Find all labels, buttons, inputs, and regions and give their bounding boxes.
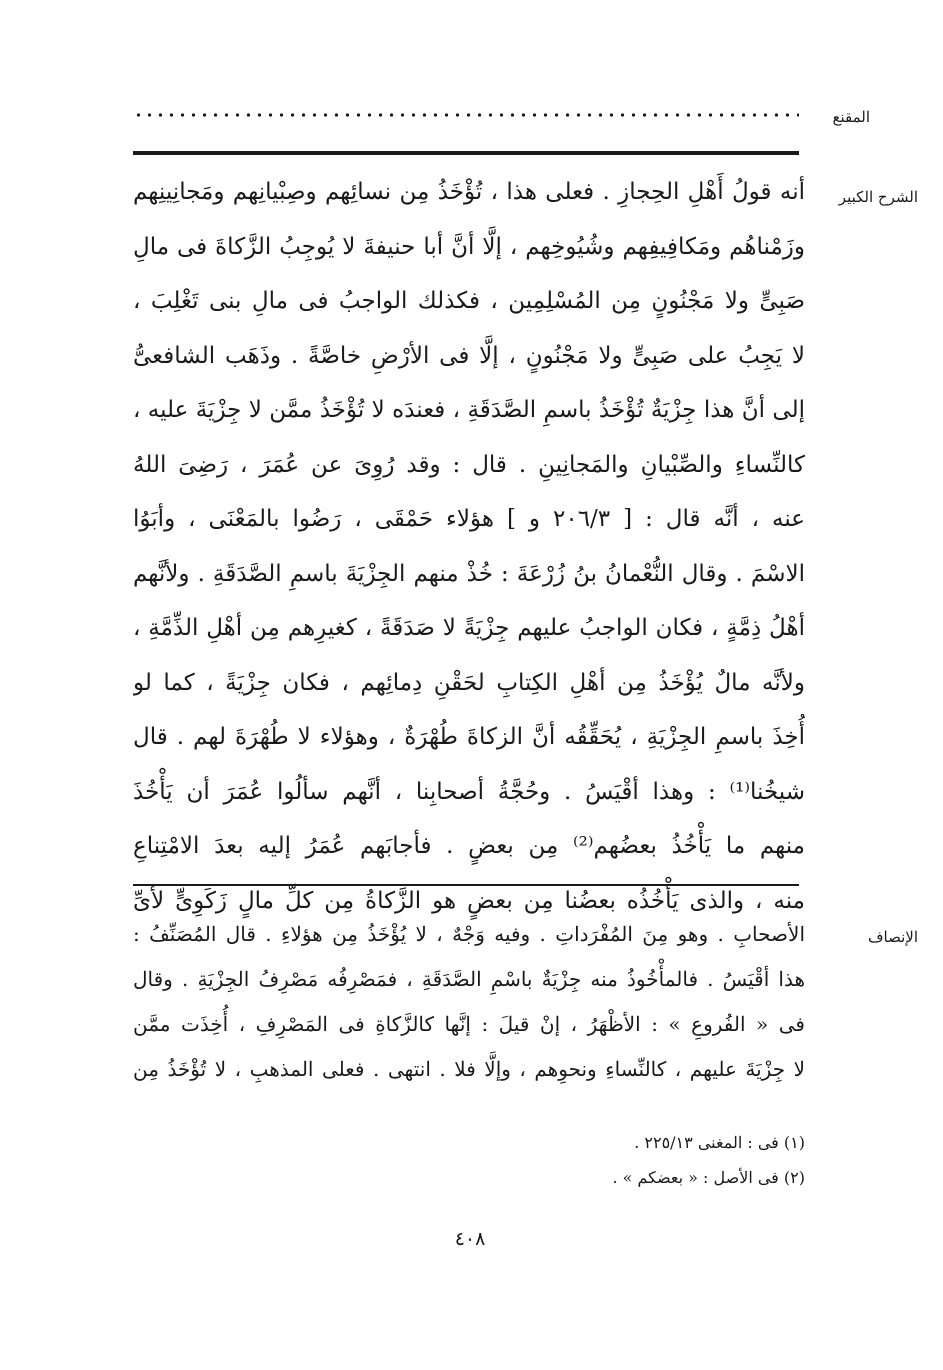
section-label-insaf: الإنصاف <box>867 928 918 946</box>
text-line: أنه قولُ أَهْلِ الحِجازِ . فعلى هذا ، تُؤْخَذُ مِن نسائِهم وصِبْيانِهم ومَجانِينِهم <box>133 179 805 205</box>
text-line: ولأنَّه مالٌ يُؤْخَذُ مِن أهْلِ الكِتابِ لحَقْنِ دِمائِهم ، فكان جِزْيَةً ، كما لو <box>133 669 805 696</box>
text-line: أهْلُ ذِمَّةٍ ، فكان الواجبُ عليهم جِزْيَةً لا صَدَقَةً ، كغيرِهم مِن أهْلِ الذِّمَّةِ ، <box>133 615 805 641</box>
text-line: صَبِىٍّ ولا مَجْنُونٍ مِن المُسْلِمِين ، فكذلك الواجبُ فى مالِ بنى تَغْلِبَ ، <box>133 288 805 314</box>
text-line: أُخِذَ باسمِ الجِزْيَةِ ، يُحَقِّقُه أنَّ الزكاةَ طُهْرَةٌ ، وهؤلاء لا طُهْرَةَ لهم . قال <box>133 724 805 750</box>
text-line: شيخُنا⁽¹⁾ : وهذا أقْيَسُ . وحُجَّةُ أصحابِنا ، أنَّهم سألُوا عُمَرَ أن يَأْخُذَ <box>133 778 805 805</box>
text-line: هذا أقْيَسُ . فالمأْخُوذُ منه جِزْيَةٌ باسْمِ الصَّدَقَةِ ، فمَصْرِفُه مَصْرِفُ الجِزْيَةِ . وقال <box>133 967 805 991</box>
text-line: لا جِزْيَةَ عليهم ، كالنِّساءِ ونحوِهم ، وإلَّا فلا . انتهى . فعلى المذهبِ ، لا تُؤْخَذُ مِن <box>133 1057 805 1081</box>
footnote: (١) فى : المغنى ٢٢٥/١٣ . <box>634 1133 805 1152</box>
text-line: منهم ما يَأْخُذُ بعضُهم⁽²⁾ مِن بعضٍ . فأجابَهم عُمَرُ إليه بعدَ الامْتِناعِ <box>133 833 805 859</box>
main-commentary-text <box>133 165 805 928</box>
text-line: الأصحابِ . وهو مِنَ المُفْرَداتِ . وفيه وَجْهٌ ، لا يُؤْخَذُ مِن هؤلاءِ . قال المُصَنِّفُ : <box>133 922 805 946</box>
header-dotted-leader <box>133 112 799 118</box>
section-label-sharh: الشرح الكبير <box>838 188 918 206</box>
text-line: لا يَجِبُ على صَبِىٍّ ولا مَجْنُونٍ ، إلَّا فى الأرْضِ خاصَّةً . وذَهَب الشافعىُّ <box>133 342 805 369</box>
text-line: فى « الفُروعِ » : الأظْهَرُ ، إنْ قيلَ : إنَّها كالزَّكاةِ فى المَصْرِفِ ، أُخِذَت ممَّن <box>133 1012 805 1036</box>
section-divider <box>133 884 799 886</box>
insaf-text <box>133 912 805 1092</box>
text-line: الاسْمَ . وقال النُّعْمانُ بنُ زُرْعَةَ : خُذْ منهم الجِزْيَةَ باسمِ الصَّدَقَةِ . ولأنَّهم <box>133 560 805 587</box>
page-number: ٤٠٨ <box>454 1228 486 1250</box>
text-line: عنه ، أنَّه قال : [ ٢٠٦/٣ و ] هؤلاء حَمْقَى ، رَضُوا بالمَعْنَى ، وأبَوُا <box>133 506 805 532</box>
footnotes <box>400 1125 805 1195</box>
footnote: (٢) فى الأصل : « بعضكم » . <box>612 1168 805 1187</box>
text-line: إلى أنَّ هذا جِزْيَةٌ تُؤْخَذُ باسمِ الصَّدَقَةِ ، فعندَه لا تُؤْخَذُ ممَّن لا جِزْيَةَ عليه ، <box>133 397 805 423</box>
header-rule <box>133 151 799 155</box>
text-line: منه ، والذى يَأْخُذُه بعضُنا مِن بعضٍ هو الزَّكاةُ مِن كلِّ مالٍ زَكَوِىٍّ لأىِّ <box>133 887 805 914</box>
text-line: كالنِّساءِ والصِّبْيانِ والمَجانِينِ . قال : وقد رُوِىَ عن عُمَرَ ، رَضِىَ اللهُ <box>133 451 805 478</box>
text-line: وزَمْناهُم ومَكافِيفِهم وشُيُوخِهم ، إلَّا أنَّ أبا حنيفةَ لا يُوجِبُ الزَّكاةَ فى مالِ <box>133 233 805 260</box>
running-header-title: المقنع <box>832 108 870 126</box>
